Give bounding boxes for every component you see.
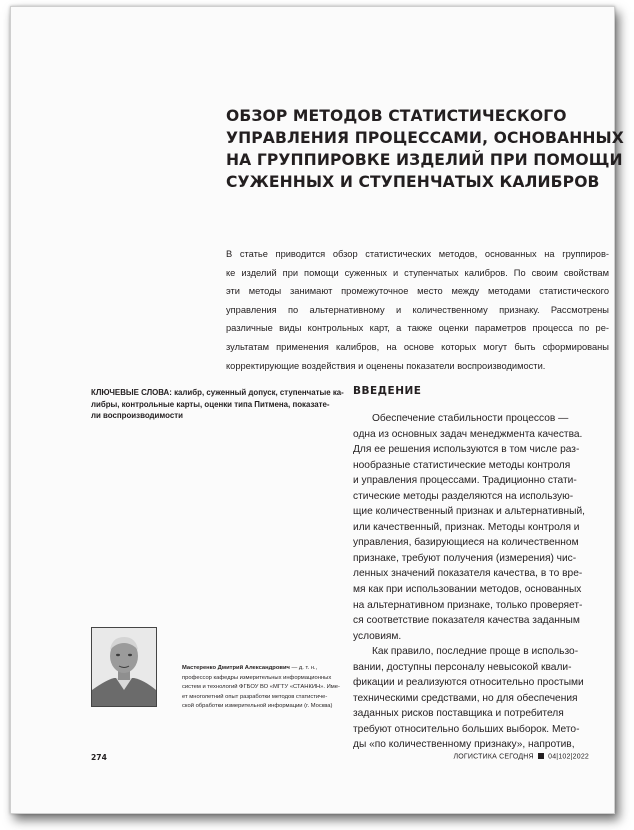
author-name: Мастеренко Дмитрий Александрович [182, 665, 290, 671]
body-line: или качественный, признак. Методы контроля и [353, 521, 580, 533]
journal-name: ЛОГИСТИКА СЕГОДНЯ [453, 753, 534, 761]
abstract-line: В статье приводится обзор статистических методов, основанных на группиров- [226, 249, 609, 259]
title-line: ОБЗОР МЕТОДОВ СТАТИСТИЧЕСКОГО [226, 107, 567, 125]
body-line: Как правило, последние проще в использо- [372, 646, 579, 658]
body-line: ды «по количественному признаку», напротив, [353, 739, 575, 751]
body-line: на альтернативном признаке, только проверяет- [353, 599, 583, 611]
body-line: мя как при использовании методов, основанных [353, 584, 582, 596]
article-title [226, 105, 624, 193]
page-number: 274 [91, 753, 107, 762]
article-body [353, 411, 608, 753]
section-heading: ВВЕДЕНИЕ [353, 385, 422, 397]
author-photo [91, 627, 157, 707]
abstract-line: ке изделий при помощи суженных и ступенчатых калибров. По своим свойствам [226, 267, 609, 278]
body-line: признаке, требуют получения (измерения) чис- [353, 552, 577, 564]
title-line: СУЖЕННЫХ И СТУПЕНЧАТЫХ КАЛИБРОВ [226, 173, 600, 191]
body-line: фикации и реализуются относительно простыми [353, 677, 584, 689]
body-line: вании, доступны персоналу невысокой квали- [353, 661, 572, 673]
body-line: условиям. [353, 630, 402, 642]
body-line: требуют относительно больших выборок. Мето- [353, 723, 580, 735]
body-line: заданных рисков поставщика и потребителя [353, 708, 564, 720]
article-abstract [226, 245, 609, 375]
body-line: одна из основных задач менеджмента качества. [353, 428, 583, 440]
body-line: ся соответствие показателя качества заданным [353, 615, 580, 627]
journal-footer [453, 753, 589, 761]
body-line: Для ее решения используются в том числе раз- [353, 444, 580, 456]
abstract-line: корректирующие воздействия и оценены показатели воспроизводимости. [226, 360, 546, 371]
abstract-line: различные виды контрольных карт, а также оценки параметров процесса по ре- [226, 323, 609, 334]
body-line: нообразные статистические методы контроля [353, 459, 571, 471]
author-portrait-image [92, 628, 156, 706]
author-bio-line: ет многолетний опыт разработки методов статистиче- [182, 693, 328, 700]
keywords-block [91, 387, 344, 422]
abstract-line: управления по альтернативному и количественному признаку. Рассмотрены [226, 304, 609, 315]
author-bio-first-line [182, 664, 342, 674]
title-line: НА ГРУППИРОВКЕ ИЗДЕЛИЙ ПРИ ПОМОЩИ [226, 151, 623, 169]
keywords-line: КЛЮЧЕВЫЕ СЛОВА: калибр, суженный допуск, ступенчатые ка- [91, 388, 344, 397]
abstract-line: эти методы занимают промежуточное место между методами статистического [226, 286, 609, 297]
body-line: техническими средствами, но для обеспечения [353, 692, 578, 704]
title-line: УПРАВЛЕНИЯ ПРОЦЕССАМИ, ОСНОВАННЫХ [226, 129, 624, 147]
square-separator-icon [538, 753, 544, 759]
author-bio-line: систем и технологий ФГБОУ ВО «МГТУ «СТАНКИН». Име- [182, 684, 340, 691]
author-degree: — д. т. н., [289, 665, 318, 671]
body-line: управления, базирующиеся на количественном [353, 537, 579, 549]
keywords-line: либры, контрольные карты, оценки типа Питмена, показате- [91, 399, 330, 409]
author-bio [182, 664, 342, 712]
journal-page [10, 6, 624, 814]
author-bio-line: профессор кафедры измерительных информационных [182, 674, 332, 681]
body-line: и управления процессами. Традиционно стати- [353, 475, 577, 487]
keywords-line: ли воспроизводимости [91, 411, 183, 420]
body-line: Обеспечение стабильности процессов — [372, 413, 569, 424]
author-bio-line: ской обработки измерительной информации (г. Москва) [182, 703, 333, 710]
journal-issue: 04|102|2022 [548, 753, 589, 761]
body-line: ленных значений показателя качества, в то вре- [353, 568, 583, 580]
body-line: щие количественный признак и альтернативный, [353, 506, 585, 518]
body-line: стические методы разделяются на использую- [353, 490, 574, 502]
abstract-line: зультатам применения калибров, на основе которых могут быть сформированы [226, 341, 609, 352]
